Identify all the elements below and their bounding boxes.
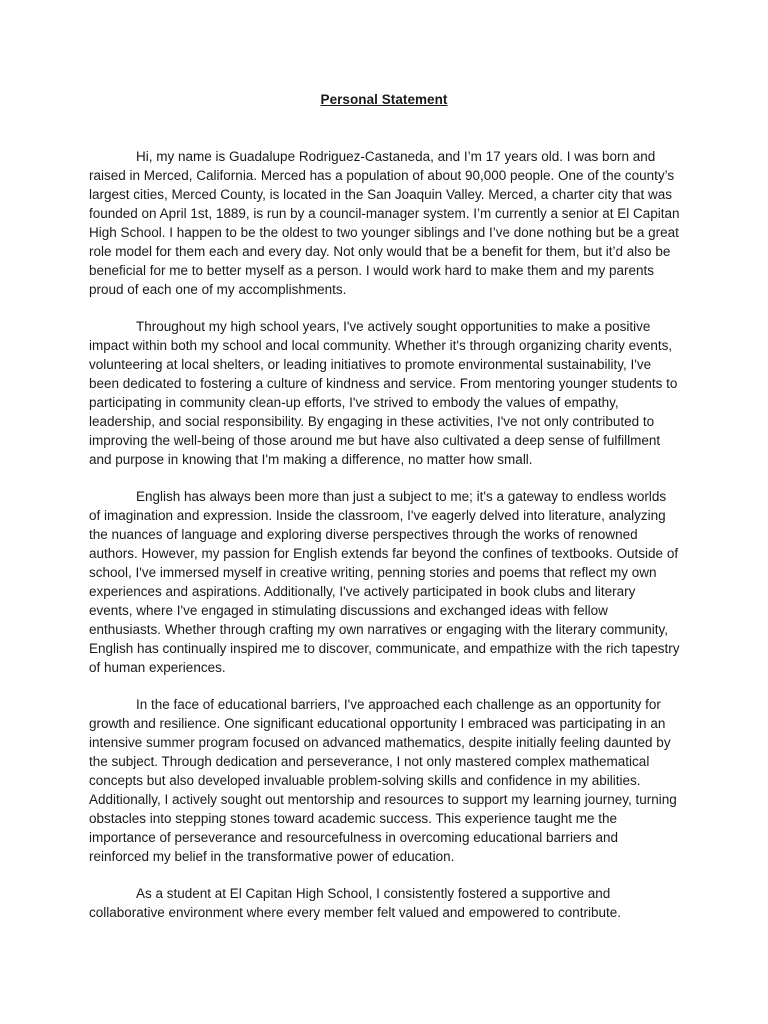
paragraph-educational-barriers: In the face of educational barriers, I've approached each challenge as an opportunity for growth and resilience. One significant educational opportunity I embraced was participating in an intensive summer program focused on advanced mathematics, despite initially feeling daunted by the subject. Through dedication and perseverance, I not only mastered complex mathematical concepts but also developed invaluable problem-solving skills and confidence in my abilities. Additionally, I actively sought out mentorship and resources to support my learning journey, turning obstacles into stepping stones toward academic success. This experience taught me the importance of perseverance and resourcefulness in overcoming educational barriers and reinforced my belief in the transformative power of education. — [89, 697, 677, 864]
document-title: Personal Statement — [320, 92, 448, 107]
paragraph-community-service: Throughout my high school years, I've actively sought opportunities to make a positive impact within both my school and local community. Whether it's through organizing charity events, volunteering at local shelters, or leading initiatives to promote environmental sustainability, I've been dedicated to fostering a culture of kindness and service. From mentoring younger students to participating in community clean-up efforts, I've strived to embody the values of empathy, leadership, and social responsibility. By engaging in these activities, I've not only contributed to improving the well-being of those around me but have also cultivated a deep sense of fulfillment and purpose in knowing that I'm making a difference, no matter how small. — [89, 319, 678, 467]
paragraph-introduction: Hi, my name is Guadalupe Rodriguez-Castaneda, and I’m 17 years old. I was born and raised in Merced, California. Merced has a population of about 90,000 people. One of the county’s largest cities, Merced County, is located in the San Joaquin Valley. Merced, a charter city that was founded on April 1st, 1889, is run by a council-manager system. I’m currently a senior at El Capitan High School. I happen to be the oldest to two younger siblings and I’ve done nothing but be a great role model for them each and every day. Not only would that be a benefit for them, but it’d also be beneficial for me to better myself as a person. I would work hard to make them and my parents proud of each one of my accomplishments. — [89, 149, 680, 297]
document-body — [89, 147, 681, 940]
paragraph-english: English has always been more than just a subject to me; it's a gateway to endless worlds of imagination and expression. Inside the classroom, I've eagerly delved into literature, analyzing the nuances of language and exploring diverse perspectives through the works of renowned authors. However, my passion for English extends far beyond the confines of textbooks. Outside of school, I've immersed myself in creative writing, penning stories and poems that reflect my own experiences and aspirations. Additionally, I've actively participated in book clubs and literary events, where I've engaged in stimulating discussions and exchanged ideas with fellow enthusiasts. Whether through crafting my own narratives or engaging with the literary community, English has continually inspired me to discover, communicate, and empathize with the rich tapestry of human experiences. — [89, 489, 680, 675]
paragraph-student-leadership: As a student at El Capitan High School, I consistently fostered a supportive and collaborative environment where every member felt valued and empowered to contribute. — [89, 886, 622, 920]
